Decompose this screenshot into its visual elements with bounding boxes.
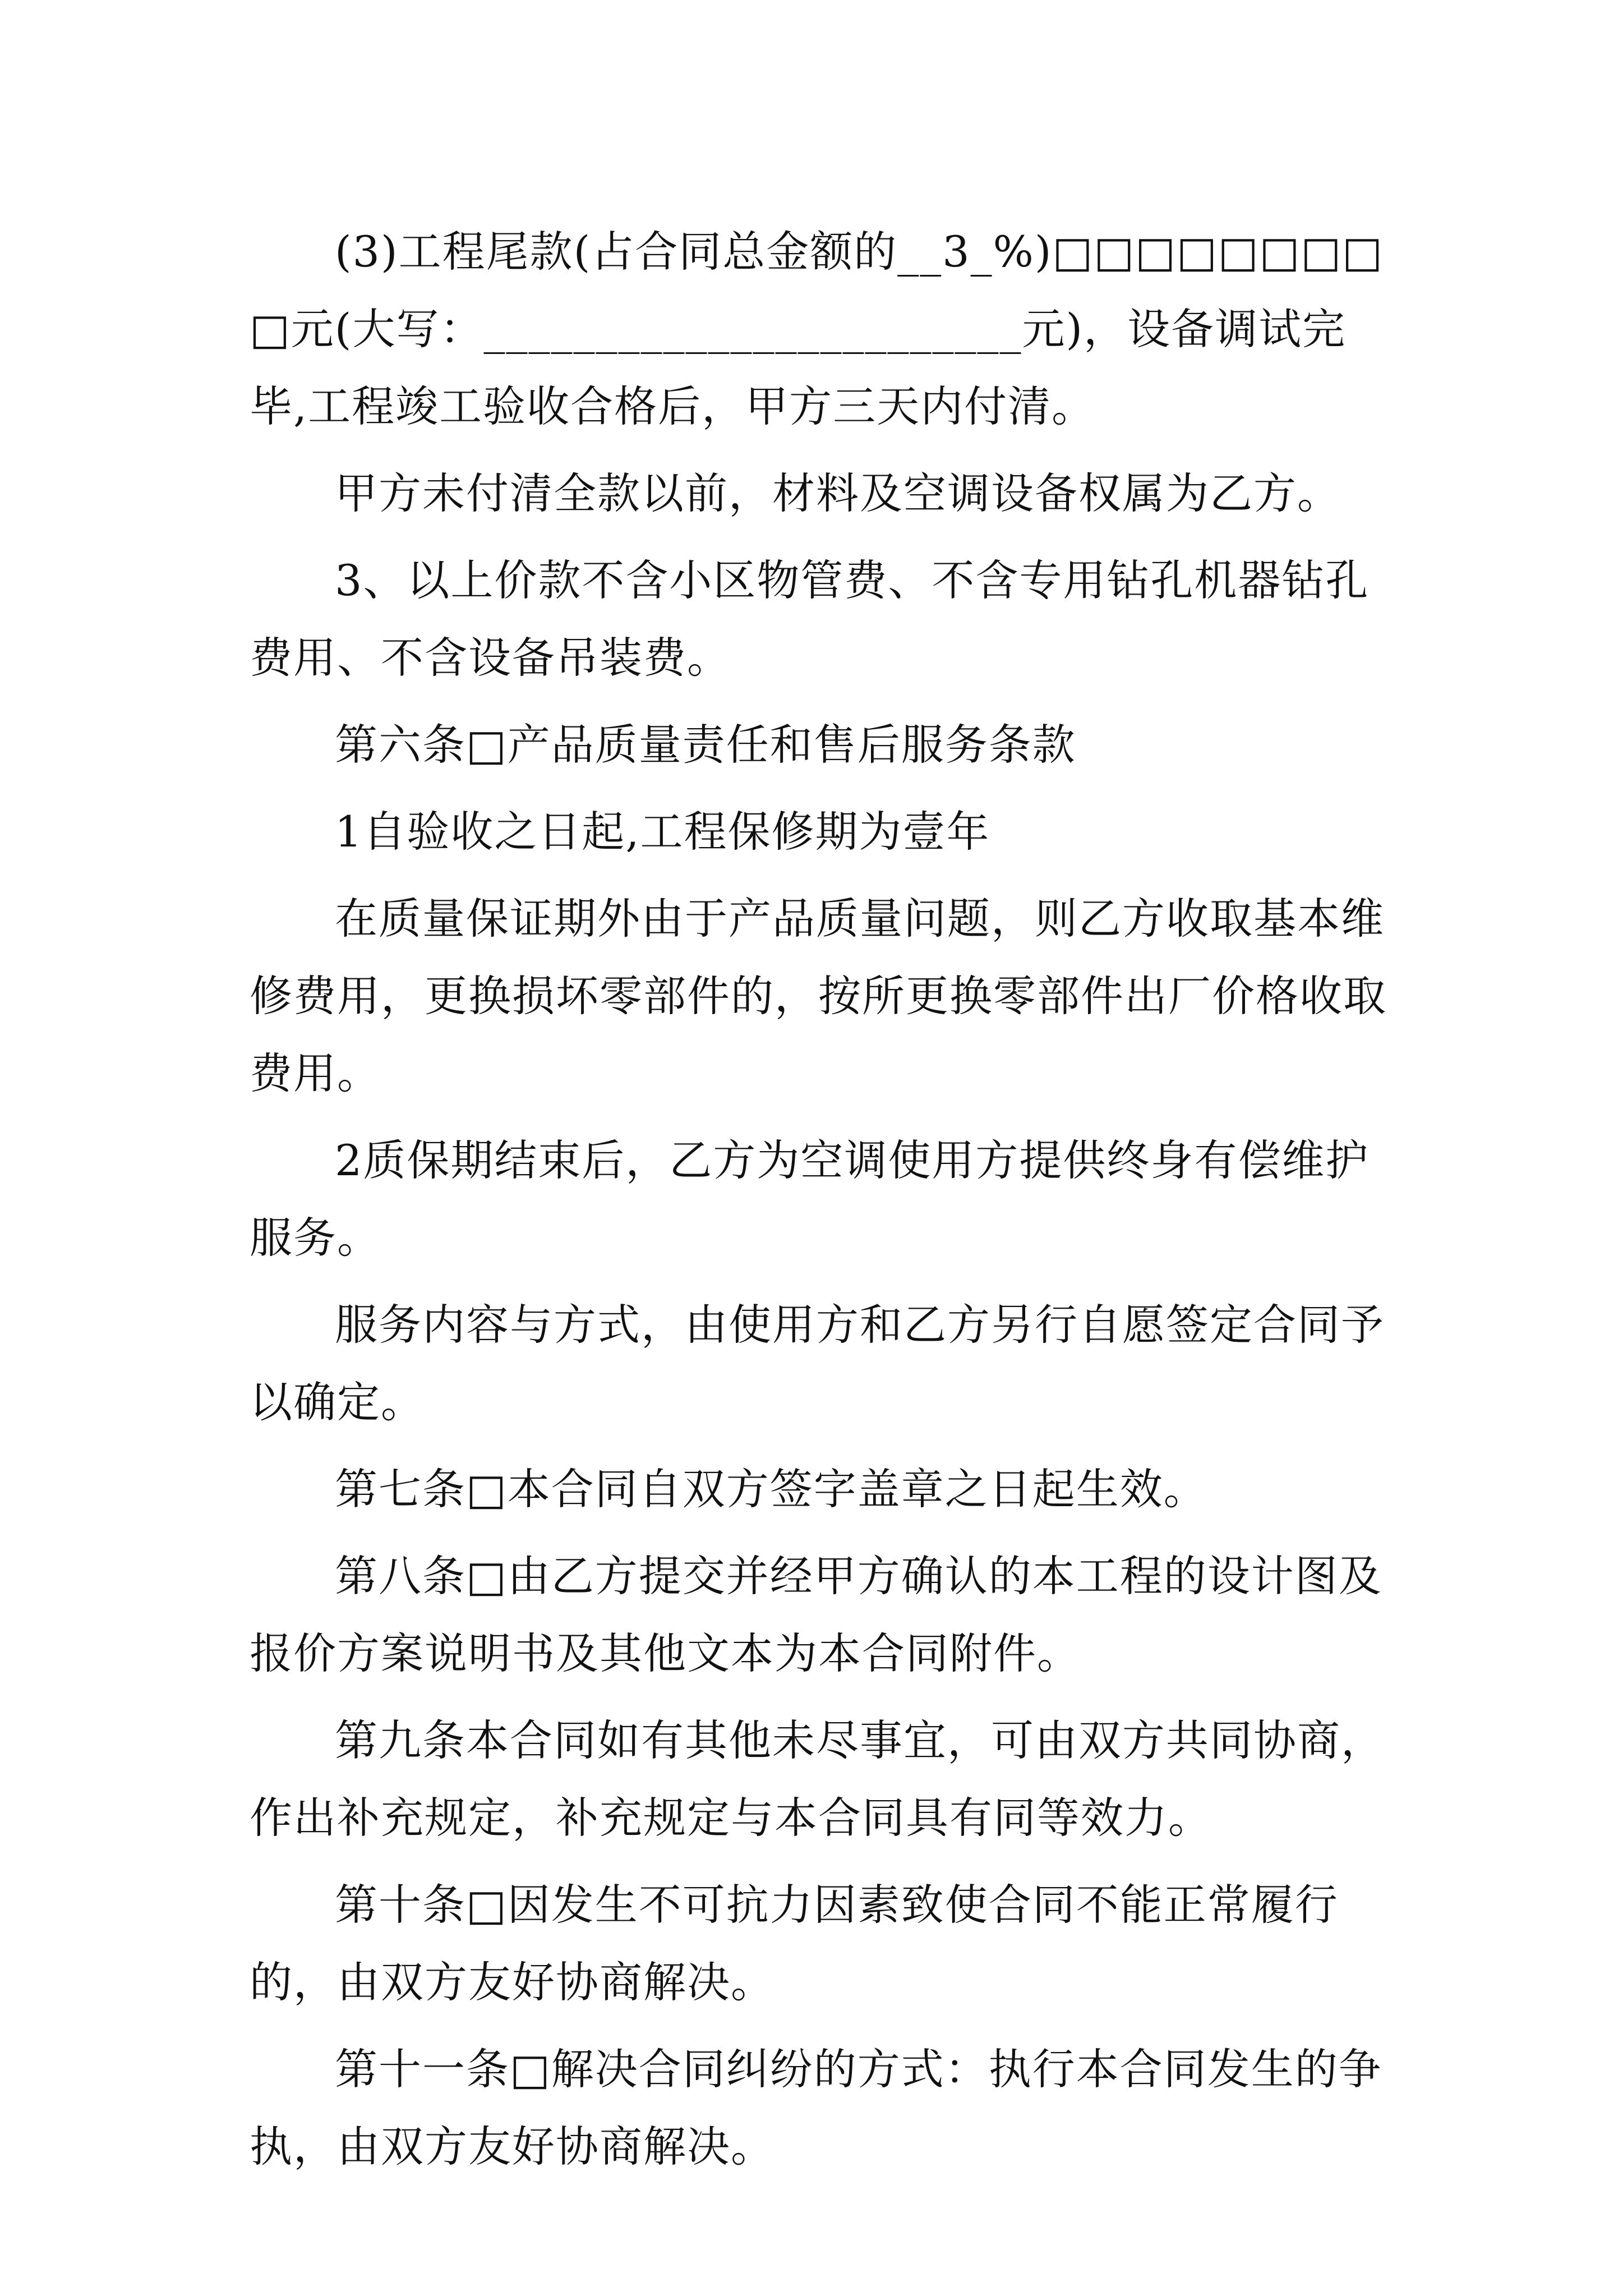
paragraph-ownership: 甲方未付清全款以前，材料及空调设备权属为乙方。 [335, 468, 1341, 518]
article-10: 第十条□因发生不可抗力因素致使合同不能正常履行的，由双方友好协商解决。 [250, 1880, 1339, 2007]
paragraph-final-payment: (3)工程尾款(占合同总金额的__3_%)□□□□□□□□□元(大写：________________________元)，设备调试完毕,工程竣工验收合格后，甲方三天内付清。 [250, 227, 1384, 431]
article-9: 第九条本合同如有其他未尽事宜，可由双方共同协商，作出补充规定，补充规定与本合同具有同等效力。 [250, 1715, 1385, 1843]
document-body [250, 213, 1388, 2195]
article-7: 第七条□本合同自双方签字盖章之日起生效。 [335, 1464, 1207, 1514]
paragraph-lifetime-service: 2质保期结束后，乙方为空调使用方提供终身有偿维护服务。 [250, 1135, 1370, 1263]
paragraph-out-of-warranty: 在质量保证期外由于产品质量问题，则乙方收取基本维修费用，更换损坏零部件的，按所更换零部件出厂价格收取费用。 [250, 894, 1387, 1098]
article-8: 第八条□由乙方提交并经甲方确认的本工程的设计图及报价方案说明书及其他文本为本合同附件。 [250, 1551, 1382, 1678]
paragraph-warranty-period: 1自验收之日起,工程保修期为壹年 [335, 807, 990, 857]
article-6-heading: 第六条□产品质量责任和售后服务条款 [335, 720, 1076, 770]
paragraph-service-contract: 服务内容与方式，由使用方和乙方另行自愿签定合同予以确定。 [250, 1300, 1385, 1427]
article-11: 第十一条□解决合同纠纷的方式：执行本合同发生的争执，由双方友好协商解决。 [250, 2044, 1382, 2171]
paragraph-price-exclusions: 3、以上价款不含小区物管费、不含专用钻孔机器钻孔费用、不含设备吊装费。 [250, 555, 1370, 683]
